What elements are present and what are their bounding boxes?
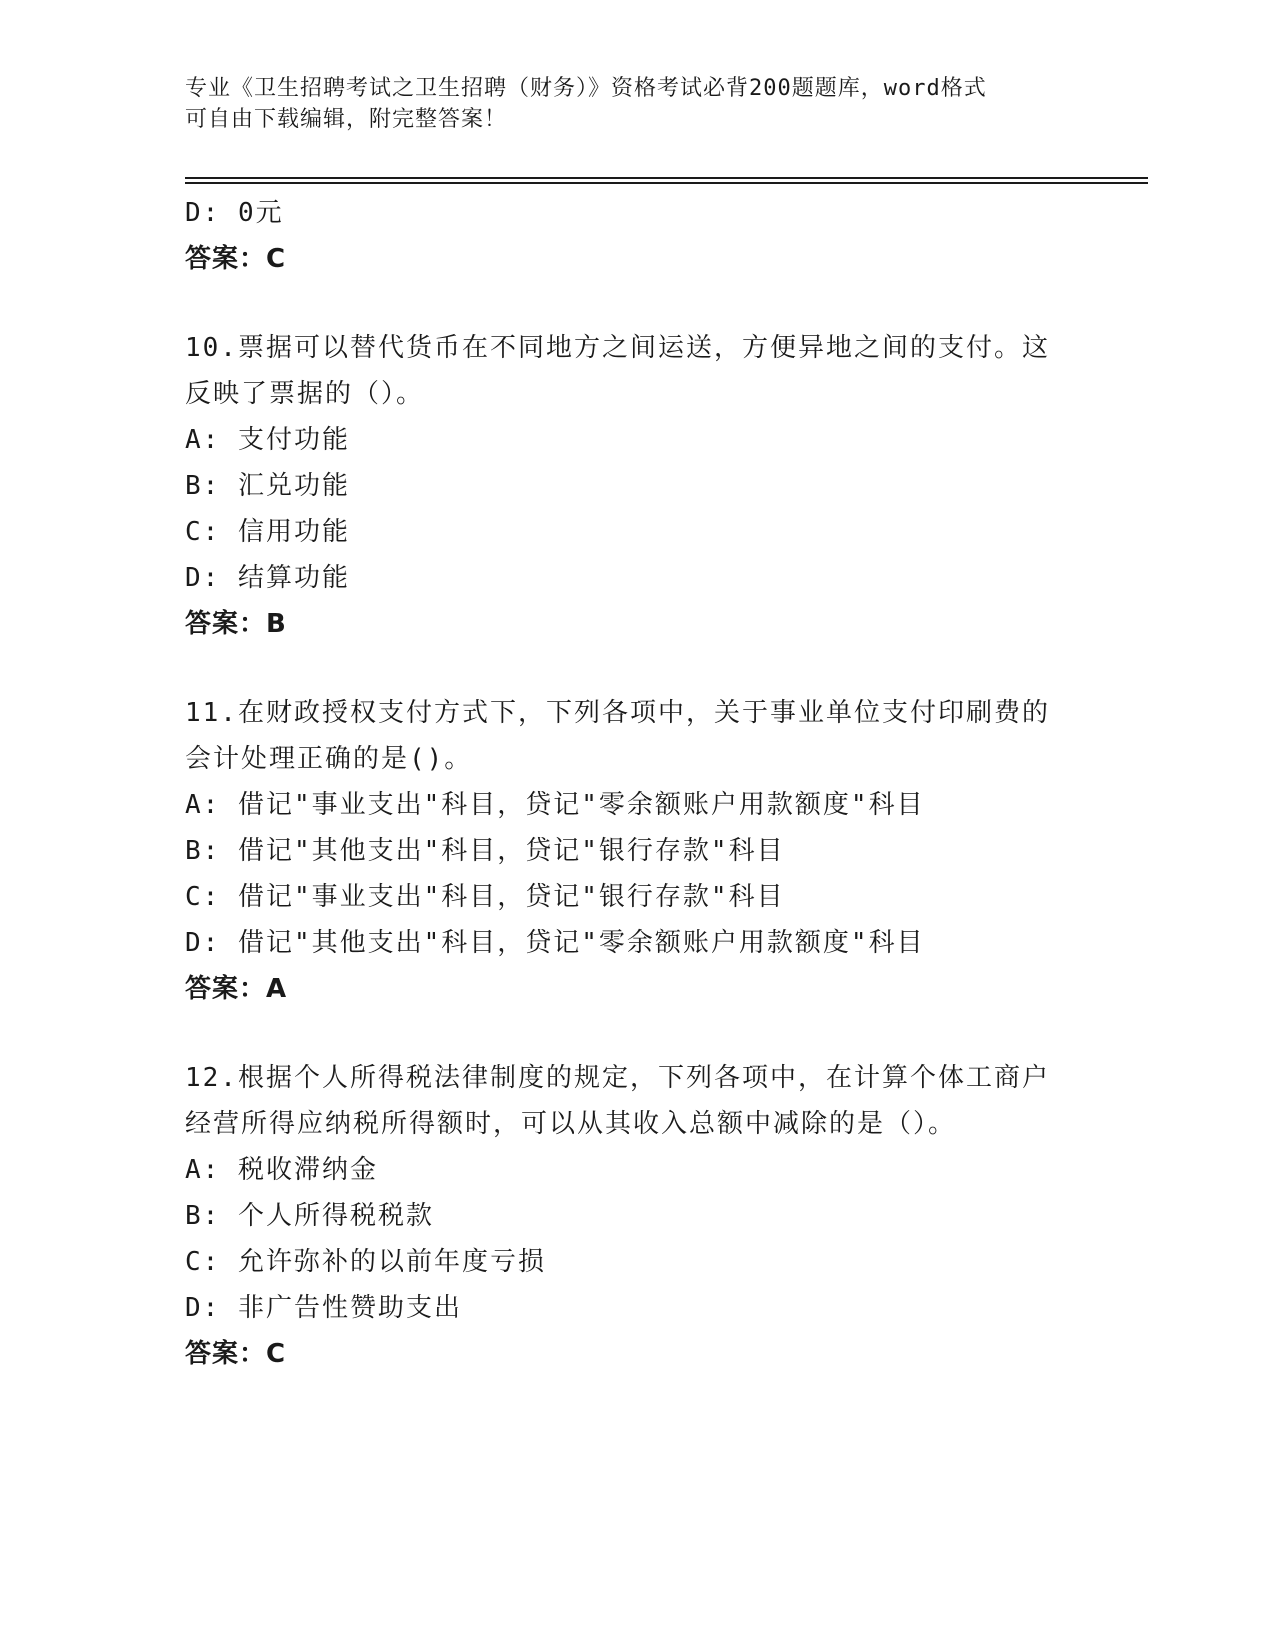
answer: 答案：C <box>185 1339 287 1369</box>
question-11 <box>185 690 1105 1012</box>
question-12 <box>185 1055 1105 1377</box>
question-stem: 反映了票据的（）。 <box>185 379 425 409</box>
question-10 <box>185 325 1105 647</box>
option-a: A: 借记"事业支出"科目，贷记"零余额账户用款额度"科目 <box>185 790 925 820</box>
document-header <box>185 73 1065 135</box>
prev-option-d: D: 0元 <box>185 198 284 228</box>
header-line-2: 可自由下载编辑，附完整答案！ <box>185 107 508 132</box>
option-d: D: 结算功能 <box>185 563 350 593</box>
answer: 答案：A <box>185 974 288 1004</box>
option-d: D: 借记"其他支出"科目，贷记"零余额账户用款额度"科目 <box>185 928 925 958</box>
option-a: A: 税收滞纳金 <box>185 1155 378 1185</box>
option-c: C: 允许弥补的以前年度亏损 <box>185 1247 546 1277</box>
header-line-1: 专业《卫生招聘考试之卫生招聘（财务）》资格考试必背200题题库，word格式 <box>185 76 987 101</box>
option-a: A: 支付功能 <box>185 425 350 455</box>
option-b: B: 借记"其他支出"科目，贷记"银行存款"科目 <box>185 836 785 866</box>
option-b: B: 个人所得税税款 <box>185 1201 434 1231</box>
header-divider-bottom <box>185 182 1148 184</box>
option-b: B: 汇兑功能 <box>185 471 350 501</box>
question-stem: 会计处理正确的是()。 <box>185 744 473 774</box>
question-stem: 10.票据可以替代货币在不同地方之间运送，方便异地之间的支付。这 <box>185 333 1050 363</box>
prev-answer: 答案：C <box>185 244 287 274</box>
option-c: C: 信用功能 <box>185 517 350 547</box>
answer: 答案：B <box>185 609 287 639</box>
question-stem: 经营所得应纳税所得额时，可以从其收入总额中减除的是（）。 <box>185 1109 957 1139</box>
option-d: D: 非广告性赞助支出 <box>185 1293 462 1323</box>
option-c: C: 借记"事业支出"科目，贷记"银行存款"科目 <box>185 882 785 912</box>
header-divider-top <box>185 177 1148 179</box>
question-stem: 11.在财政授权支付方式下，下列各项中，关于事业单位支付印刷费的 <box>185 698 1050 728</box>
question-content <box>185 190 1105 1377</box>
question-stem: 12.根据个人所得税法律制度的规定，下列各项中，在计算个体工商户 <box>185 1063 1050 1093</box>
